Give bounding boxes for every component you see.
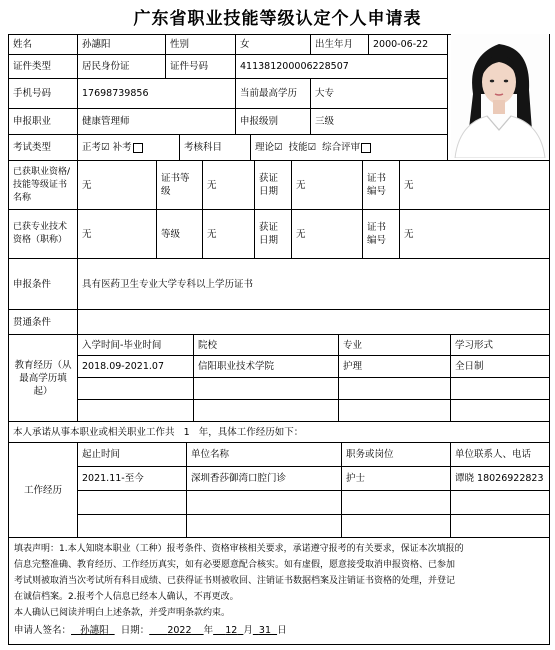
date-month[interactable]: 12 (225, 625, 238, 636)
through-condition-value[interactable] (77, 309, 550, 335)
declaration-line-3: 考试则被取消当次考试所有科目成绩、已获得证书则被收回、注销证书数据档案及注销证书资格的处理，并登记 (14, 576, 456, 586)
work-header: 起止时间 (77, 442, 187, 467)
professional-no-label: 证书编号 (362, 209, 400, 259)
name-value[interactable]: 孙譓阳 (77, 34, 166, 55)
commitment-suffix: 年，具体工作经历如下： (198, 426, 304, 438)
education-cell[interactable] (338, 399, 451, 422)
professional-title-label: 已获专业技术资格（职称） (8, 209, 78, 259)
qualification-no-value[interactable]: 无 (399, 160, 550, 210)
education-level-label: 当前最高学历 (235, 78, 311, 109)
subject-skill[interactable]: 技能☑ (288, 142, 317, 153)
exam-type-options[interactable] (77, 134, 180, 161)
work-label: 工作经历 (8, 442, 78, 538)
education-level-value[interactable]: 大专 (310, 78, 448, 109)
gender-label: 性别 (165, 34, 236, 55)
subject-review[interactable]: 综合评审 (322, 142, 361, 153)
phone-label: 手机号码 (8, 78, 78, 109)
form-title: 广东省职业技能等级认定个人申请表 (133, 9, 422, 29)
level-label: 申报级别 (235, 108, 311, 135)
month-unit: 月 (243, 625, 253, 636)
education-cell[interactable] (193, 399, 339, 422)
year-unit: 年 (203, 625, 214, 636)
education-cell[interactable] (77, 377, 194, 400)
work-cell[interactable] (450, 514, 550, 538)
work-cell[interactable] (341, 490, 451, 515)
name-label: 姓名 (8, 34, 78, 55)
education-header: 入学时间-毕业时间 (77, 334, 194, 356)
work-header: 单位名称 (186, 442, 342, 467)
work-cell[interactable] (186, 490, 342, 515)
education-header: 专业 (338, 334, 451, 356)
qualification-no-label: 证书编号 (362, 160, 400, 210)
condition-label: 申报条件 (8, 258, 78, 310)
education-cell[interactable]: 全日制 (450, 355, 550, 378)
declaration-line-2: 信息完整准确、教育经历、工作经历真实，如有必要愿意配合核实。如有虚假，愿意接受取消申报资格、已参加 (14, 560, 456, 570)
declaration-line-1: 填表声明：1.本人知晓本职业（工种）报考条件、资格审核相关要求，承诺遵守报考的有关要求，保证本次填报的 (14, 544, 464, 554)
education-cell[interactable] (450, 377, 550, 400)
work-header: 单位联系人、电话 (450, 442, 550, 467)
id-type-value[interactable]: 居民身份证 (77, 54, 166, 79)
declaration-line-4: 在诚信档案。2.报考个人信息已经本人确认，不再更改。 (14, 592, 239, 602)
qualification-level-label: 证书等级 (156, 160, 203, 210)
through-condition-label: 贯通条件 (8, 309, 78, 335)
professional-no-value[interactable]: 无 (399, 209, 550, 259)
checkbox-icon[interactable] (133, 143, 143, 153)
education-header: 学习形式 (450, 334, 550, 356)
work-cell[interactable] (450, 490, 550, 515)
education-cell[interactable] (193, 377, 339, 400)
birth-label: 出生年月 (310, 34, 369, 55)
job-value[interactable]: 健康管理师 (77, 108, 236, 135)
professional-level-label: 等级 (156, 209, 203, 259)
date-day[interactable]: 31 (258, 625, 272, 636)
work-cell[interactable] (341, 514, 451, 538)
professional-date-label: 获证日期 (254, 209, 292, 259)
level-value[interactable]: 三级 (310, 108, 448, 135)
id-type-label: 证件类型 (8, 54, 78, 79)
condition-value[interactable]: 具有医药卫生专业大学专科以上学历证书 (77, 258, 550, 310)
day-unit: 日 (277, 625, 287, 636)
id-no-label: 证件号码 (165, 54, 236, 79)
qualification-date-label: 获证日期 (254, 160, 292, 210)
work-cell[interactable]: 护士 (341, 466, 451, 491)
date-label: 日期： (120, 625, 150, 636)
qualification-name-value[interactable]: 无 (77, 160, 157, 210)
education-cell[interactable]: 护理 (338, 355, 451, 378)
education-cell[interactable]: 2018.09-2021.07 (77, 355, 194, 378)
applicant-photo (451, 34, 549, 158)
professional-level-value[interactable]: 无 (202, 209, 255, 259)
subject-label: 考核科目 (179, 134, 251, 161)
signature-line (14, 624, 287, 637)
work-cell[interactable]: 深圳香莎御湾口腔门诊 (186, 466, 342, 491)
education-cell[interactable] (450, 399, 550, 422)
education-header: 院校 (193, 334, 339, 356)
date-year[interactable]: 2022 (167, 625, 192, 636)
qualification-label: 已获职业资格/技能等级证书名称 (8, 160, 78, 210)
id-no-value[interactable]: 411381200006228507 (235, 54, 448, 79)
exam-option-regular[interactable]: 正考☑ (82, 142, 110, 153)
commitment-years[interactable]: 1 (183, 426, 190, 438)
exam-option-makeup[interactable]: 补考 (112, 142, 132, 153)
qualification-level-value[interactable]: 无 (202, 160, 255, 210)
qualification-date-value[interactable]: 无 (291, 160, 363, 210)
subject-theory[interactable]: 理论☑ (255, 142, 283, 153)
professional-date-value[interactable]: 无 (291, 209, 363, 259)
checkbox-icon[interactable] (361, 143, 371, 153)
birth-value[interactable]: 2000-06-22 (368, 34, 448, 55)
exam-type-label: 考试类型 (8, 134, 78, 161)
signature-value[interactable]: 孙譓阳 (80, 625, 109, 636)
work-cell[interactable] (186, 514, 342, 538)
work-cell[interactable]: 2021.11-至今 (77, 466, 187, 491)
professional-name-value[interactable]: 无 (77, 209, 157, 259)
phone-value[interactable]: 17698739856 (77, 78, 236, 109)
commitment-prefix: 本人承诺从事本职业或相关职业工作共 (13, 426, 175, 438)
gender-value[interactable]: 女 (235, 34, 311, 55)
work-commitment (8, 421, 550, 443)
work-header: 职务或岗位 (341, 442, 451, 467)
education-cell[interactable] (338, 377, 451, 400)
work-cell[interactable]: 谭晓 18026922823 (450, 466, 550, 491)
work-cell[interactable] (77, 514, 187, 538)
education-cell[interactable] (77, 399, 194, 422)
education-label: 教育经历（从最高学历填起） (8, 334, 78, 422)
education-cell[interactable]: 信阳职业技术学院 (193, 355, 339, 378)
work-cell[interactable] (77, 490, 187, 515)
subject-options[interactable] (250, 134, 448, 161)
signature-label: 申请人签名： (14, 625, 72, 636)
job-label: 申报职业 (8, 108, 78, 135)
declaration-line-5: 本人确认已阅读并明白上述条款，并受声明条款约束。 (14, 608, 231, 618)
